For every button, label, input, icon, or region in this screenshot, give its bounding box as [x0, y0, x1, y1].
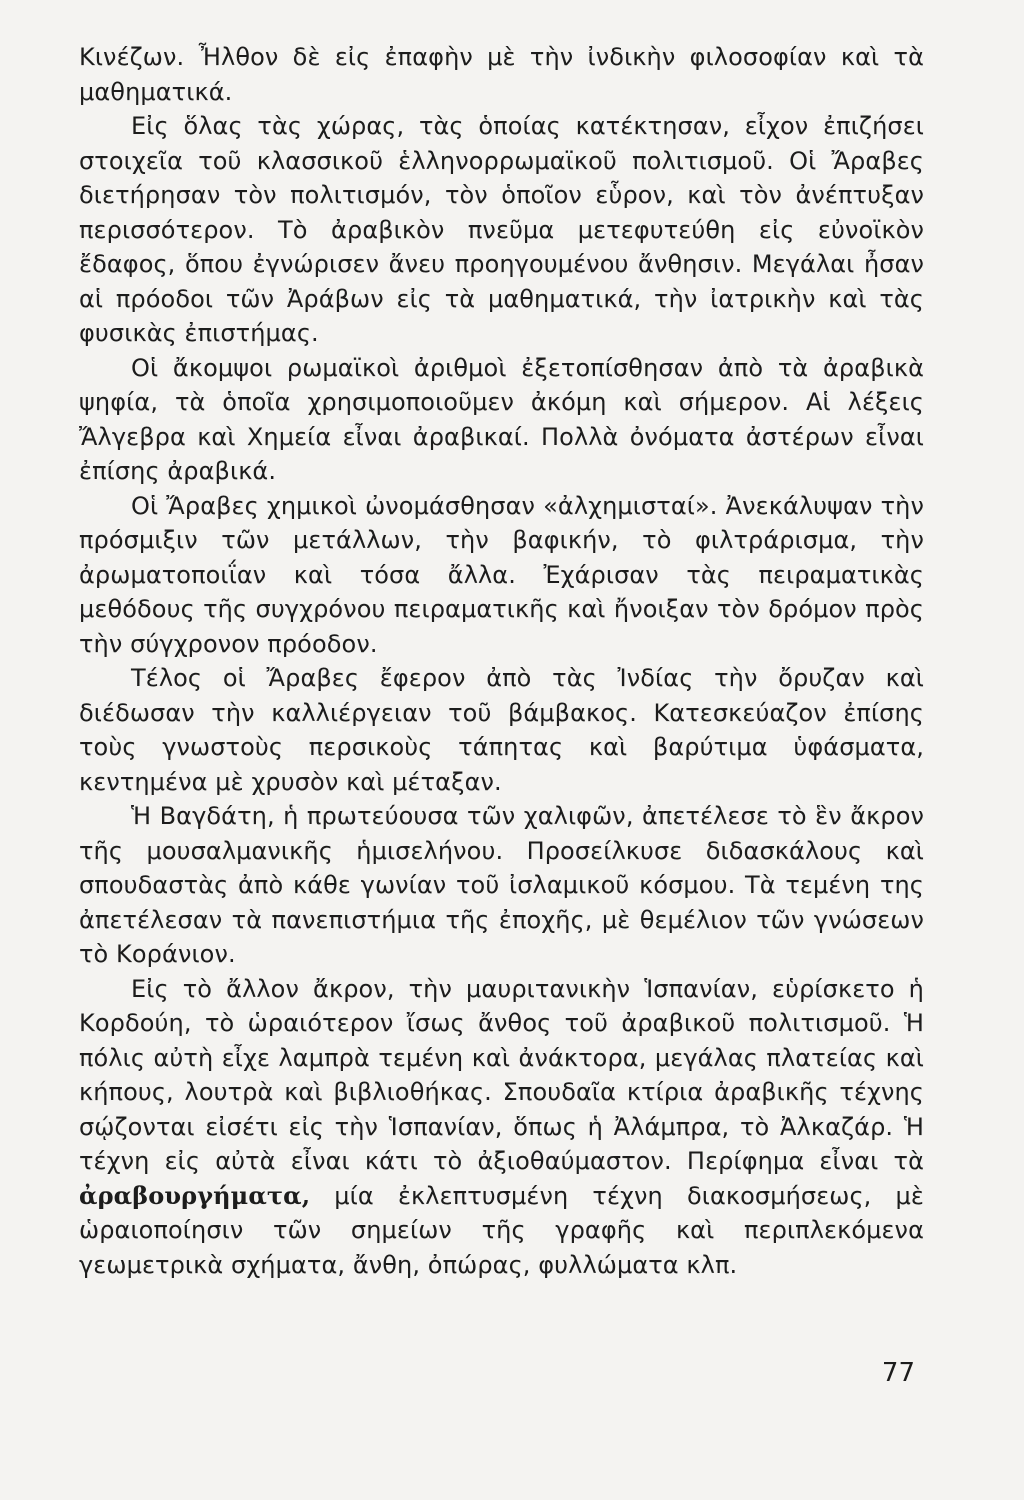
paragraph-rice-cotton: Τέλος οἱ Ἄραβες ἔφερον ἀπὸ τὰς Ἰνδίας τὴν ὄρυζαν καὶ διέδωσαν τὴν καλλιέργειαν τοῦ βάμβακος. Κατεσκεύαζον ἐπίσης τοὺς γνωστοὺς περσικοὺς τάπητας καὶ βαρύτιμα ὑφάσματα, κεντημένα μὲ χρυσὸν καὶ μέταξαν.: [79, 664, 924, 796]
paragraph-classical-heritage: Εἰς ὅλας τὰς χώρας, τὰς ὁποίας κατέκτησαν, εἶχον ἐπιζήσει στοιχεῖα τοῦ κλασσικοῦ ἑλληνορρωμαϊκοῦ πολιτισμοῦ. Οἱ Ἄραβες διετήρησαν τὸν πολιτισμόν, τὸν ὁποῖον εὗρον, καὶ τὸν ἀνέπτυξαν περισσότερον. Τὸ ἀραβικὸν πνεῦμα μετεφυτεύθη εἰς εὐνοϊκὸν ἔδαφος, ὅπου ἐγνώρισεν ἄνευ προηγουμένου ἄνθησιν. Μεγάλαι ἦσαν αἱ πρόοδοι τῶν Ἀράβων εἰς τὰ μαθηματικά, τὴν ἰατρικὴν καὶ τὰς φυσικὰς ἐπιστήμας.: [79, 112, 924, 347]
cordoba-text-end: μία ἐκλεπτυσμένη τέχνη διακοσμήσεως, μὲ ὡραιοποίησιν τῶν σημείων τῆς γραφῆς καὶ περιπλεκόμενα γεωμετρικὰ σχήματα, ἄνθη, ὀπώρας, φυλλώματα κλπ.: [79, 1181, 924, 1279]
body-text: [79, 40, 924, 1282]
cordoba-text-start: Εἰς τὸ ἄλλον ἄκρον, τὴν μαυριτανικὴν Ἱσπανίαν, εὑρίσκετο ἡ Κορδούη, τὸ ὡραιότερον ἴσως ἄνθος τοῦ ἀραβικοῦ πολιτισμοῦ. Ἡ πόλις αὐτὴ εἶχε λαμπρὰ τεμένη καὶ ἀνάκτορα, μεγάλας πλατείας καὶ κήπους, λουτρὰ καὶ βιβλιοθήκας. Σπουδαῖα κτίρια ἀραβικῆς τέχνης σῴζονται εἰσέτι εἰς τὴν Ἱσπανίαν, ὅπως ἡ Ἀλάμπρα, τὸ Ἀλκαζάρ. Ἡ τέχνη εἰς αὐτὰ εἶναι κάτι τὸ ἀξιοθαύμαστον. Περίφημα εἶναι τὰ: [79, 974, 924, 1175]
arabesques-term: ἀραβουργήματα,: [79, 1180, 311, 1210]
paragraph-continuation: Κινέζων. Ἦλθον δὲ εἰς ἐπαφὴν μὲ τὴν ἰνδικὴν φιλοσοφίαν καὶ τὰ μαθηματικά.: [79, 43, 924, 106]
paragraph-cordoba: [79, 972, 924, 1283]
paragraph-alchemists: Οἱ Ἄραβες χημικοὶ ὠνομάσθησαν «ἀλχημισταί». Ἀνεκάλυψαν τὴν πρόσμιξιν τῶν μετάλλων, τὴν βαφικήν, τὸ φιλτράρισμα, τὴν ἀρωματοποιΐαν καὶ τόσα ἄλλα. Ἐχάρισαν τὰς πειραματικὰς μεθόδους τῆς συγχρόνου πειραματικῆς καὶ ἤνοιξαν τὸν δρόμον πρὸς τὴν σύγχρονον πρόοδον.: [79, 491, 924, 658]
paragraph-baghdad: Ἡ Βαγδάτη, ἡ πρωτεύουσα τῶν χαλιφῶν, ἀπετέλεσε τὸ ἓν ἄκρον τῆς μουσαλμανικῆς ἡμισελήνου. Προσείλκυσε διδασκάλους καὶ σπουδαστὰς ἀπὸ κάθε γωνίαν τοῦ ἰσλαμικοῦ κόσμου. Τὰ τεμένη της ἀπετέλεσαν τὰ πανεπιστήμια τῆς ἐποχῆς, μὲ θεμέλιον τῶν γνώσεων τὸ Κοράνιον.: [79, 802, 924, 968]
page-number: 77: [881, 1358, 915, 1388]
paragraph-arabic-numerals: Οἱ ἄκομψοι ρωμαϊκοὶ ἀριθμοὶ ἐξετοπίσθησαν ἀπὸ τὰ ἀραβικὰ ψηφία, τὰ ὁποῖα χρησιμοποιοῦμεν ἀκόμη καὶ σήμερον. Αἱ λέξεις Ἄλγεβρα καὶ Χημεία εἶναι ἀραβικαί. Πολλὰ ὀνόματα ἀστέρων εἶναι ἐπίσης ἀραβικά.: [79, 353, 924, 485]
